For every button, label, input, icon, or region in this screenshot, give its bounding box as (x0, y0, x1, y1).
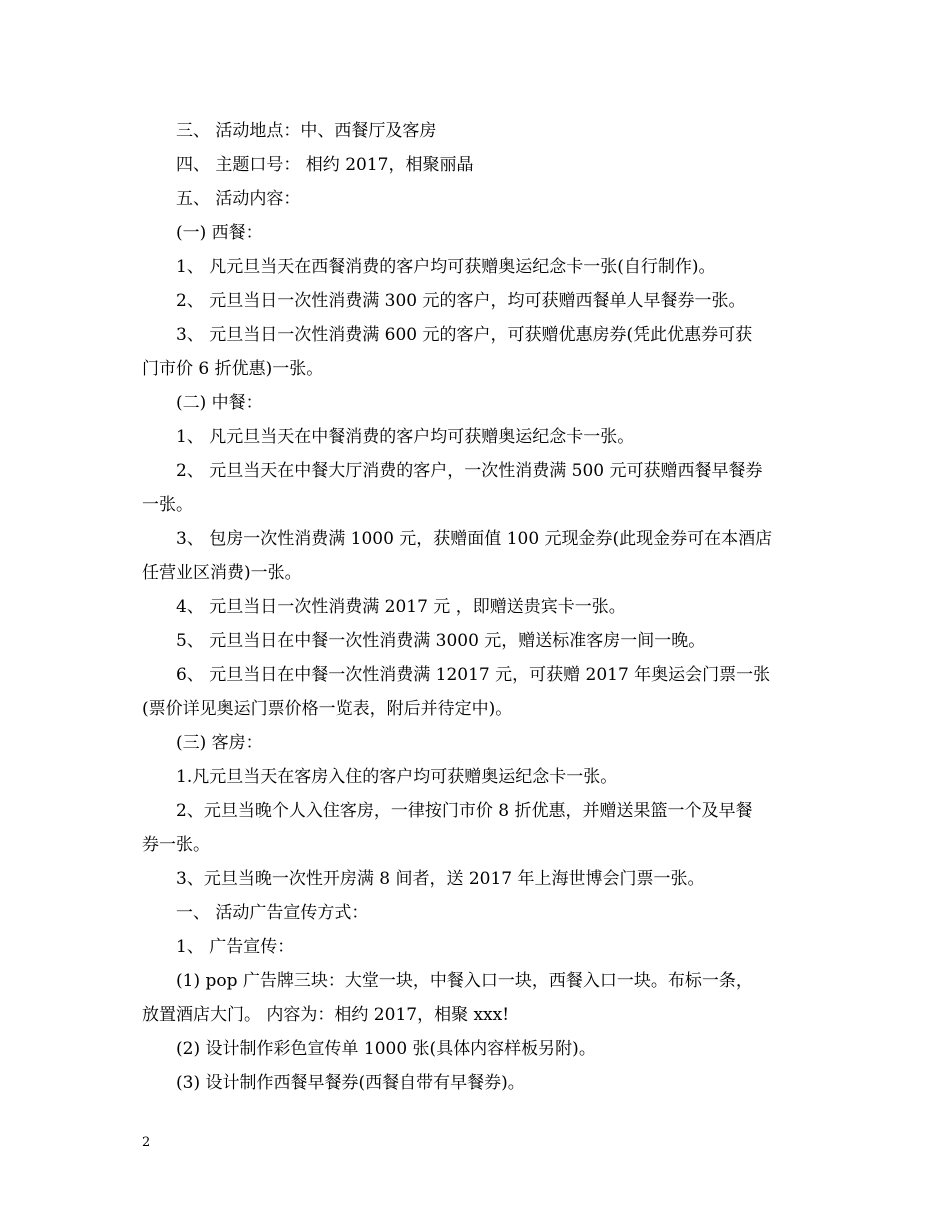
text-line-11: 2、 元旦当天在中餐大厅消费的客户，一次性消费满 500 元可获赠西餐早餐券 (176, 461, 763, 481)
text-line-22: 券一张。 (142, 835, 210, 855)
document-body (142, 114, 810, 1100)
text-line-19: (三) 客房： (176, 733, 263, 753)
text-line-01: 三、 活动地点：中、西餐厅及客房 (176, 121, 437, 141)
text-line-28: (2) 设计制作彩色宣传单 1000 张(具体内容样板另附)。 (176, 1039, 596, 1059)
text-line-13: 3、 包房一次性消费满 1000 元，获赠面值 100 元现金券(此现金券可在本酒店 (176, 529, 773, 549)
text-line-14: 任营业区消费)一张。 (142, 563, 302, 583)
text-line-21: 2、元旦当晚个人入住客房，一律按门市价 8 折优惠，并赠送果篮一个及早餐 (176, 801, 753, 821)
text-line-25: 1、 广告宣传： (176, 937, 295, 957)
text-line-08: 门市价 6 折优惠)一张。 (142, 359, 324, 379)
text-line-05: 1、 凡元旦当天在西餐消费的客户均可获赠奥运纪念卡一张(自行制作)。 (176, 257, 716, 277)
text-line-29: (3) 设计制作西餐早餐券(西餐自带有早餐券)。 (176, 1073, 525, 1093)
text-line-20: 1.凡元旦当天在客房入住的客户均可获赠奥运纪念卡一张。 (176, 767, 618, 787)
text-line-04: (一) 西餐： (176, 223, 263, 243)
text-line-26: (1) pop 广告牌三块：大堂一块，中餐入口一块，西餐入口一块。布标一条， (176, 971, 753, 991)
text-line-23: 3、元旦当晚一次性开房满 8 间者，送 2017 年上海世博会门票一张。 (176, 869, 705, 889)
text-line-06: 2、 元旦当日一次性消费满 300 元的客户，均可获赠西餐单人早餐券一张。 (176, 291, 746, 311)
text-line-27: 放置酒店大门。 内容为：相约 2017，相聚 xxx! (142, 1005, 510, 1025)
text-line-16: 5、 元旦当日在中餐一次性消费满 3000 元，赠送标准客房一间一晚。 (176, 631, 706, 651)
text-line-12: 一张。 (142, 495, 193, 515)
text-line-10: 1、 凡元旦当天在中餐消费的客户均可获赠奥运纪念卡一张。 (176, 427, 635, 447)
text-line-15: 4、 元旦当日一次性消费满 2017 元 ，即赠送贵宾卡一张。 (176, 597, 626, 617)
text-line-18: (票价详见奥运门票价格一览表，附后并待定中)。 (142, 699, 513, 719)
text-line-17: 6、 元旦当日在中餐一次性消费满 12017 元，可获赠 2017 年奥运会门票一张 (176, 665, 771, 685)
text-line-09: (二) 中餐： (176, 393, 263, 413)
text-line-03: 五、 活动内容： (176, 189, 301, 209)
text-line-24: 一、 活动广告宣传方式： (176, 903, 369, 923)
text-line-07: 3、 元旦当日一次性消费满 600 元的客户，可获赠优惠房券(凭此优惠券可获 (176, 325, 753, 345)
page-number: 2 (142, 1135, 151, 1150)
text-line-02: 四、 主题口号： 相约 2017，相聚丽晶 (176, 155, 474, 175)
